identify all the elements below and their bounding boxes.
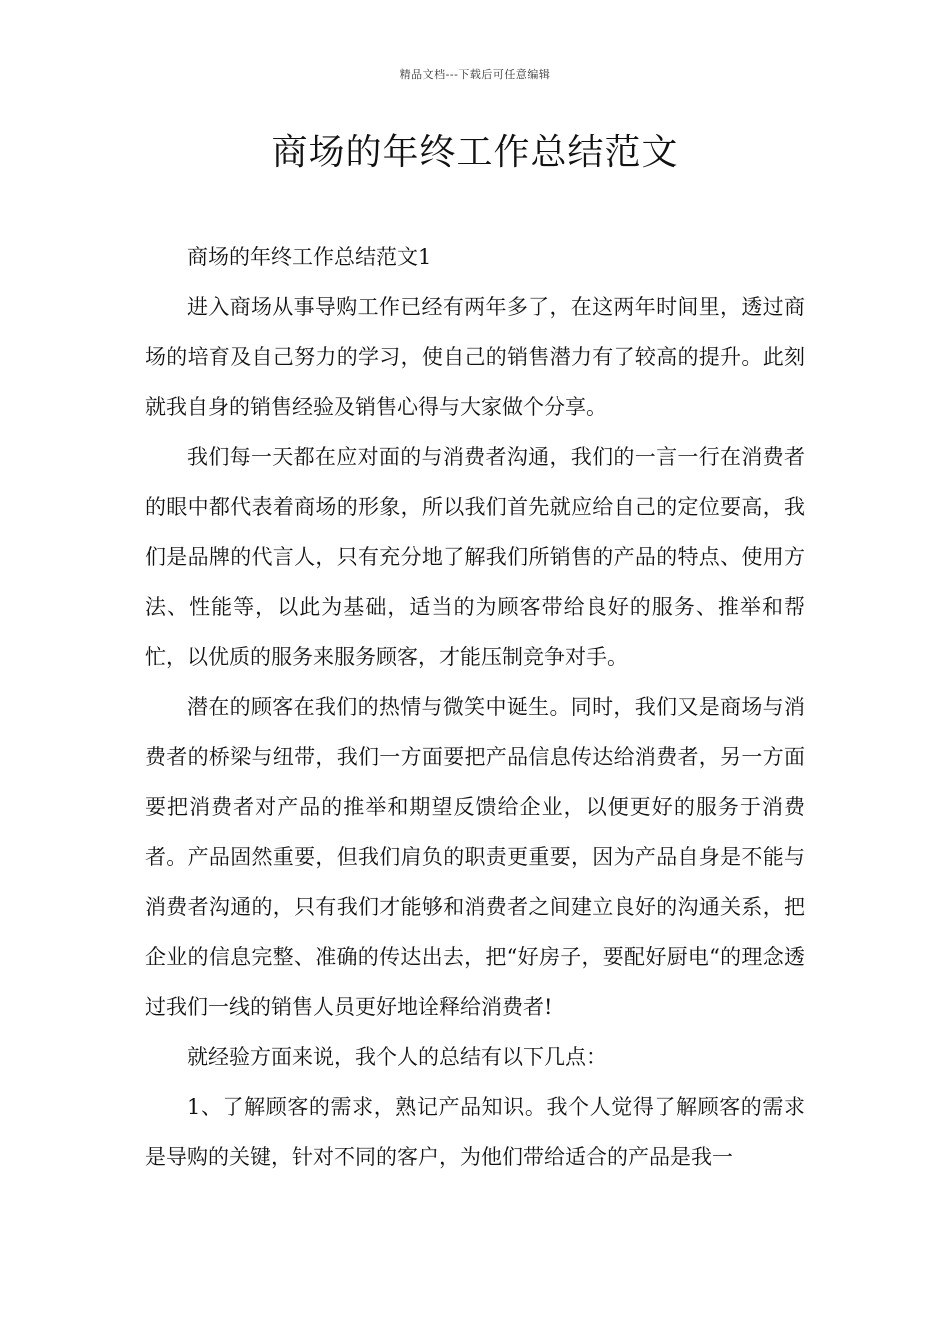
paragraph-subtitle: 商场的年终工作总结范文1: [187, 245, 432, 269]
paragraph: 潜在的顾客在我们的热情与微笑中诞生。同时，我们又是商场与消费者的桥梁与纽带，我们一方面要把产品信息传达给消费者，另一方面要把消费者对产品的推举和期望反馈给企业，以便更好的服务于消费者。产品固然重要，但我们肩负的职责更重要，因为产品自身是不能与消费者沟通的，只有我们才能够和消费者之间建立良好的沟通关系，把企业的信息完整、准确的传达出去，把“好房子，要配好厨电“的理念透过我们一线的销售人员更好地诠释给消费者!: [145, 695, 805, 1019]
paragraph: 就经验方面来说，我个人的总结有以下几点：: [187, 1045, 607, 1069]
document-body: [145, 232, 805, 1182]
paragraph: 我们每一天都在应对面的与消费者沟通，我们的一言一行在消费者的眼中都代表着商场的形象，所以我们首先就应给自己的定位要高，我们是品牌的代言人，只有充分地了解我们所销售的产品的特点、使用方法、性能等，以此为基础，适当的为顾客带给良好的服务、推举和帮忙，以优质的服务来服务顾客，才能压制竞争对手。: [145, 445, 805, 669]
document-title: 商场的年终工作总结范文: [271, 132, 679, 173]
header-note: 精品文档---下载后可任意编辑: [399, 68, 551, 81]
paragraph: 1、了解顾客的需求，熟记产品知识。我个人觉得了解顾客的需求是导购的关键，针对不同的客户，为他们带给适合的产品是我一: [145, 1095, 805, 1169]
paragraph: 进入商场从事导购工作已经有两年多了，在这两年时间里，透过商场的培育及自己努力的学习，使自己的销售潜力有了较高的提升。此刻就我自身的销售经验及销售心得与大家做个分享。: [145, 295, 805, 419]
